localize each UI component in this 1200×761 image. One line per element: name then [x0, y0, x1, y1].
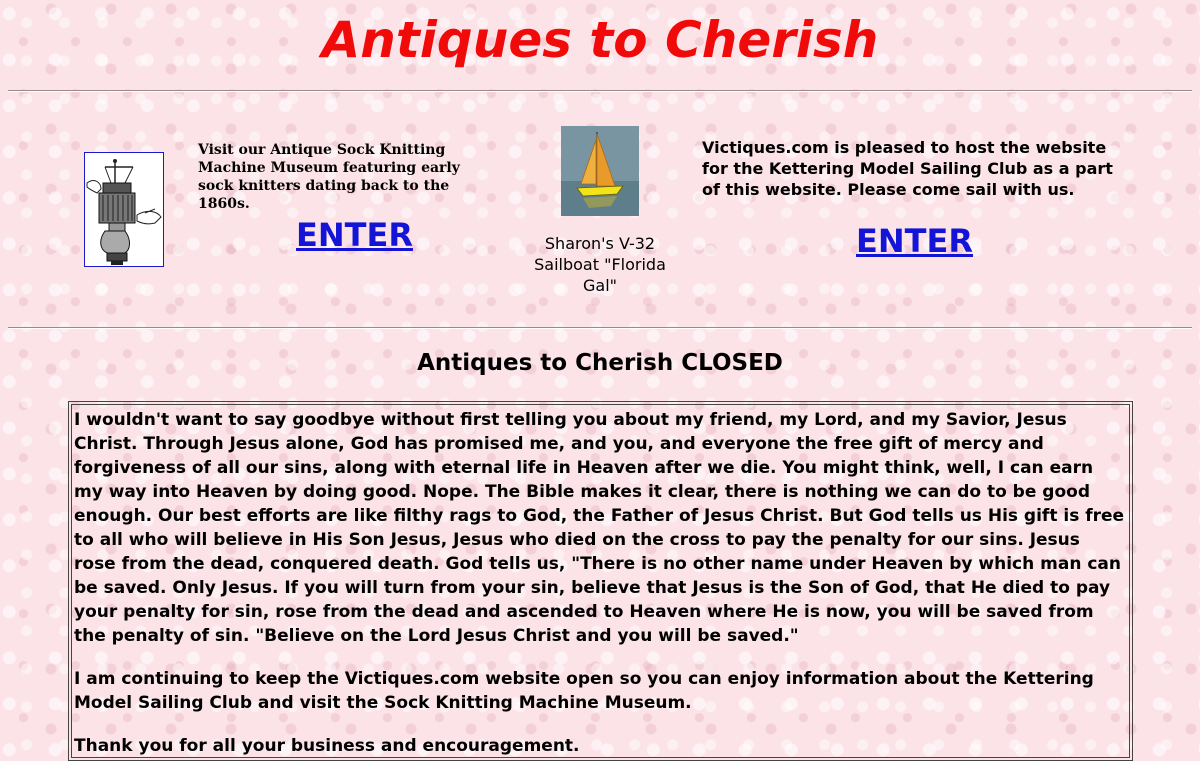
closing-message-content — [71, 404, 1130, 758]
sailing-club-description: Victiques.com is pleased to host the website for the Kettering Model Sailing Club as a part of this website. Please come sail with us. — [702, 138, 1113, 199]
top-divider — [8, 90, 1192, 92]
sock-knitting-machine-image[interactable] — [84, 152, 164, 267]
boat-caption: Sharon's V-32 Sailboat "Florida Gal" — [534, 234, 666, 295]
closing-paragraph-thanks: Thank you for all your business and encouragement. — [74, 736, 580, 756]
closing-message-box — [68, 401, 1133, 761]
closing-paragraph-faith: I wouldn't want to say goodbye without first telling you about my friend, my Lord, and my Savior, Jesus Christ. Through Jesus alone, God has promised me, and you, and everyone the free gift of mercy and forgiveness of all our sins, along with eternal life in Heaven after we die. You might think, well, I can earn my way into Heaven by doing good. Nope. The Bible makes it clear, there is nothing we can do to be good enough. Our best efforts are like filthy rags to God, the Father of Jesus Christ. But God tells us His gift is free to all who will believe in His Son Jesus, Jesus who died on the cross to pay the penalty for our sins. Jesus rose from the dead, conquered death. God tells us, "There is no other name under Heaven by which man can be saved. Only Jesus. If you will turn from your sin, believe that Jesus is the Son of God, that He died to pay your penalty for sin, rose from the dead and ascended to Heaven where He is now, you will be saved from the penalty of sin. "Believe on the Lord Jesus Christ and you will be saved." — [74, 410, 1125, 646]
museum-description: Visit our Antique Sock Knitting Machine Museum featuring early sock knitters dating back to the 1860s. — [198, 142, 460, 212]
middle-divider — [8, 327, 1192, 329]
closed-heading: Antiques to Cherish CLOSED — [417, 350, 783, 376]
closing-paragraph-website: I am continuing to keep the Victiques.com website open so you can enjoy information about the Kettering Model Sailing Club and visit the Sock Knitting Machine Museum. — [74, 669, 1094, 713]
sock-knitting-machine-illustration — [85, 153, 163, 266]
site-title: Antiques to Cherish — [321, 11, 879, 69]
sailboat-image[interactable] — [561, 126, 639, 216]
enter-sailing-club-link[interactable]: ENTER — [856, 222, 973, 260]
sailboat-photo — [561, 126, 639, 216]
enter-museum-link[interactable]: ENTER — [296, 216, 413, 254]
